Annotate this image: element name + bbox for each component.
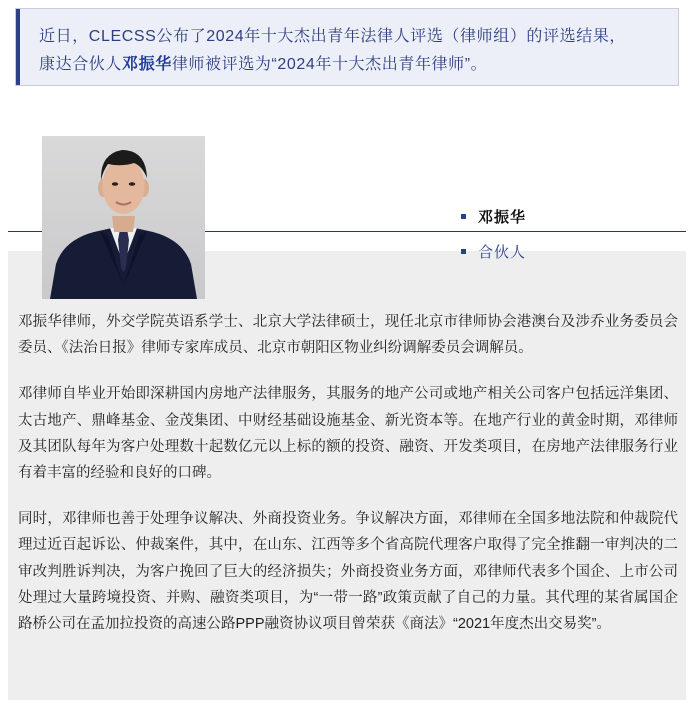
biography bbox=[18, 309, 678, 657]
announcement-text bbox=[39, 23, 668, 79]
lawyer-portrait bbox=[42, 136, 205, 299]
bullet-square-icon bbox=[461, 214, 466, 219]
announcement-suffix: 律师被评选为“2024年十大杰出青年律师”。 bbox=[171, 56, 488, 73]
announcement-box bbox=[15, 8, 679, 86]
announcement-accent-bar bbox=[16, 9, 20, 85]
bullet-square-icon bbox=[461, 249, 466, 254]
bio-paragraph-1: 邓振华律师，外交学院英语系学士、北京大学法律硕士，现任北京市律师协会港澳台及涉乔业务委员会委员、《法治日报》律师专家库成员、北京市朝阳区物业纠纷调解委员会调解员。 bbox=[18, 314, 678, 357]
bio-paragraph-2: 邓律师自毕业开始即深耕国内房地产法律服务，其服务的地产公司或地产相关公司客户包括远洋集团、太古地产、鼎峰基金、金茂集团、中财经基础设施基金、新光资本等。在地产行业的黄金时期，邓律师及其团队每年为客户处理数十起数亿元以上标的额的投资、融资、开发类项目，在房地产法律服务行业有着丰富的经验和良好的口碑。 bbox=[18, 386, 678, 482]
profile-name-row bbox=[461, 205, 526, 227]
announcement-prefix: 康达合伙人 bbox=[39, 56, 123, 73]
profile-info bbox=[461, 205, 526, 262]
profile-title-row bbox=[461, 240, 526, 262]
announcement-line-1: 近日，CLECSS公布了2024年十大杰出青年法律人评选（律师组）的评选结果， bbox=[39, 28, 627, 45]
profile-name: 邓振华 bbox=[478, 208, 527, 226]
announcement-lawyer-name: 邓振华 bbox=[122, 56, 172, 73]
bio-paragraph-3: 同时，邓律师也善于处理争议解决、外商投资业务。争议解决方面，邓律师在全国多地法院和仲裁院代理过近百起诉讼、仲裁案件，其中，在山东、江西等多个省高院代理客户取得了完全推翻一审判决的二审改判胜诉判决，为客户挽回了巨大的经济损失；外商投资业务方面，邓律师代表多个国企、上市公司处理过大量跨境投资、并购、融资类项目，为“一带一路”政策贡献了自己的力量。其代理的某省属国企路桥公司在孟加拉投资的高速公路PPP融资协议项目曾荣获《商法》“2021年度杰出交易奖”。 bbox=[18, 511, 678, 633]
announcement-line-2 bbox=[39, 51, 668, 79]
profile-title: 合伙人 bbox=[478, 243, 527, 261]
